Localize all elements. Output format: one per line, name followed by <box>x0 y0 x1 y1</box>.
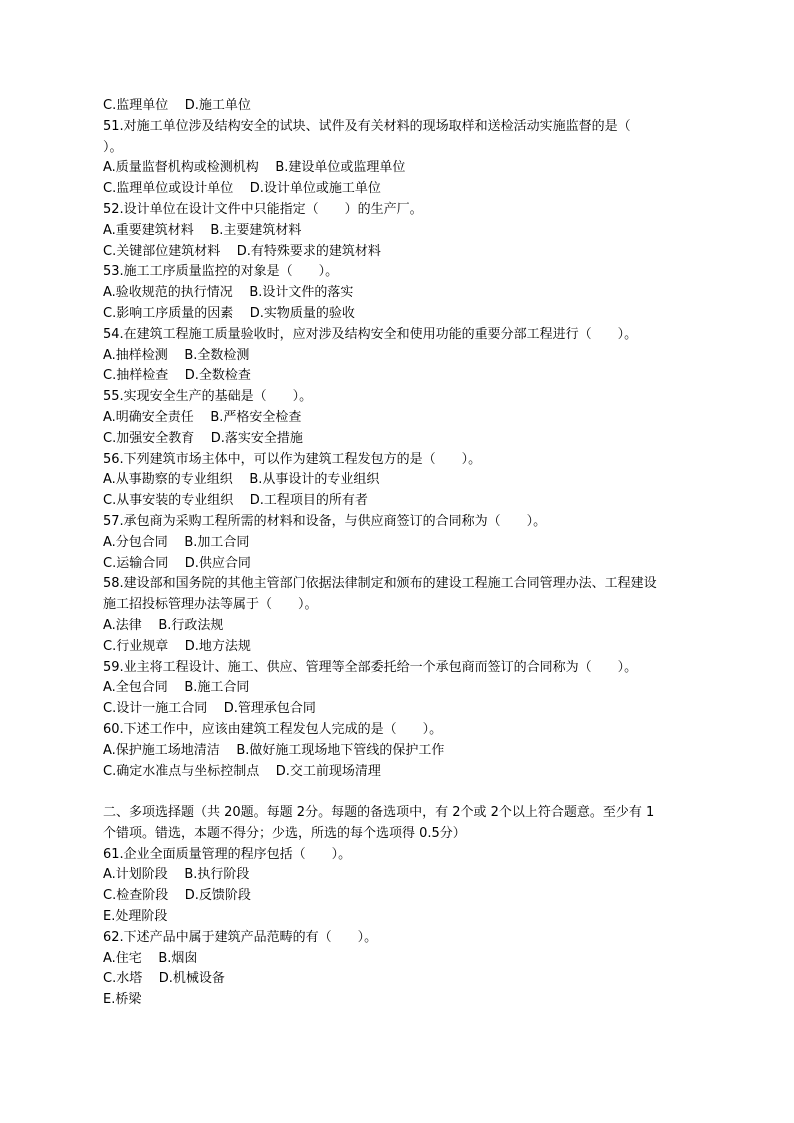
question-62-text: 62.下述产品中属于建筑产品范畴的有（ ）。 <box>103 929 378 945</box>
answer-options-line: A.明确安全责任 B.严格安全检查 <box>103 409 302 425</box>
question-52-text: 52.设计单位在设计文件中只能指定（ ）的生产厂。 <box>103 201 423 217</box>
question-54-text: 54.在建筑工程施工质量验收时，应对涉及结构安全和使用功能的重要分部工程进行（ ）。 <box>103 326 638 342</box>
answer-options-line: A.抽样检测 B.全数检测 <box>103 347 250 363</box>
answer-options-line: A.住宅 B.烟囱 <box>103 950 198 966</box>
answer-options-line: C.从事安装的专业组织 D.工程项目的所有者 <box>103 493 368 509</box>
question-58-text: 58.建设部和国务院的其他主管部门依据法律制定和颁布的建设工程施工合同管理办法、工程建设 <box>103 576 657 592</box>
section-heading: 二、多项选择题（共 20题。每题 2分。每题的备选项中，有 2个或 2个以上符合题意。至少有 1 <box>103 805 655 821</box>
answer-options-line: C.监理单位或设计单位 D.设计单位或施工单位 <box>103 181 381 197</box>
question-55-text: 55.实现安全生产的基础是（ ）。 <box>103 389 313 405</box>
answer-options-line: C.抽样检查 D.全数检查 <box>103 368 251 384</box>
document-body <box>103 96 703 1011</box>
answer-options-line: A.法律 B.行政法规 <box>103 617 224 633</box>
answer-options-line: A.从事勘察的专业组织 B.从事设计的专业组织 <box>103 472 380 488</box>
question-58-text-cont: 施工招投标管理办法等属于（ ）。 <box>103 597 318 613</box>
question-53-text: 53.施工工序质量监控的对象是（ ）。 <box>103 264 339 280</box>
question-57-text: 57.承包商为采购工程所需的材料和设备，与供应商签订的合同称为（ ）。 <box>103 513 547 529</box>
answer-options-line: C.设计一施工合同 D.管理承包合同 <box>103 701 316 717</box>
question-56-text: 56.下列建筑市场主体中，可以作为建筑工程发包方的是（ ）。 <box>103 451 482 467</box>
question-51-text: 51.对施工单位涉及结构安全的试块、试件及有关材料的现场取样和送检活动实施监督的是（ <box>103 118 631 134</box>
answer-options-line: A.分包合同 B.加工合同 <box>103 534 250 550</box>
answer-options-line: C.行业规章 D.地方法规 <box>103 638 251 654</box>
answer-options-line: C.确定水准点与坐标控制点 D.交工前现场清理 <box>103 763 381 779</box>
section-heading-cont: 个错项。错选，本题不得分；少选，所选的每个选项得 0.5分） <box>103 825 466 841</box>
question-60-text: 60.下述工作中，应该由建筑工程发包人完成的是（ ）。 <box>103 721 443 737</box>
answer-options-line: E.处理阶段 <box>103 909 168 925</box>
answer-options-line: C.运输合同 D.供应合同 <box>103 555 251 571</box>
answer-options-line: C.加强安全教育 D.落实安全措施 <box>103 430 303 446</box>
answer-options-line: A.全包合同 B.施工合同 <box>103 680 250 696</box>
answer-options-line: A.质量监督机构或检测机构 B.建设单位或监理单位 <box>103 160 406 176</box>
answer-options-line: C.水塔 D.机械设备 <box>103 971 225 987</box>
blank-line <box>103 782 703 803</box>
answer-options-line: C.影响工序质量的因素 D.实物质量的验收 <box>103 305 355 321</box>
answer-options-line: E.桥梁 <box>103 992 142 1008</box>
answer-options-line: C.关键部位建筑材料 D.有特殊要求的建筑材料 <box>103 243 381 259</box>
answer-options-line: C.检查阶段 D.反馈阶段 <box>103 888 251 904</box>
answer-options-line: A.保护施工场地清洁 B.做好施工现场地下管线的保护工作 <box>103 742 445 758</box>
question-61-text: 61.企业全面质量管理的程序包括（ ）。 <box>103 846 352 862</box>
answer-options-line: A.重要建筑材料 B.主要建筑材料 <box>103 222 302 238</box>
answer-options-line: C.监理单位 D.施工单位 <box>103 98 251 113</box>
answer-options-line: A.计划阶段 B.执行阶段 <box>103 867 250 883</box>
question-59-text: 59.业主将工程设计、施工、供应、管理等全部委托给一个承包商而签订的合同称为（ ）。 <box>103 659 638 675</box>
answer-options-line: A.验收规范的执行情况 B.设计文件的落实 <box>103 285 354 301</box>
question-51-text-cont: ）。 <box>103 139 123 155</box>
